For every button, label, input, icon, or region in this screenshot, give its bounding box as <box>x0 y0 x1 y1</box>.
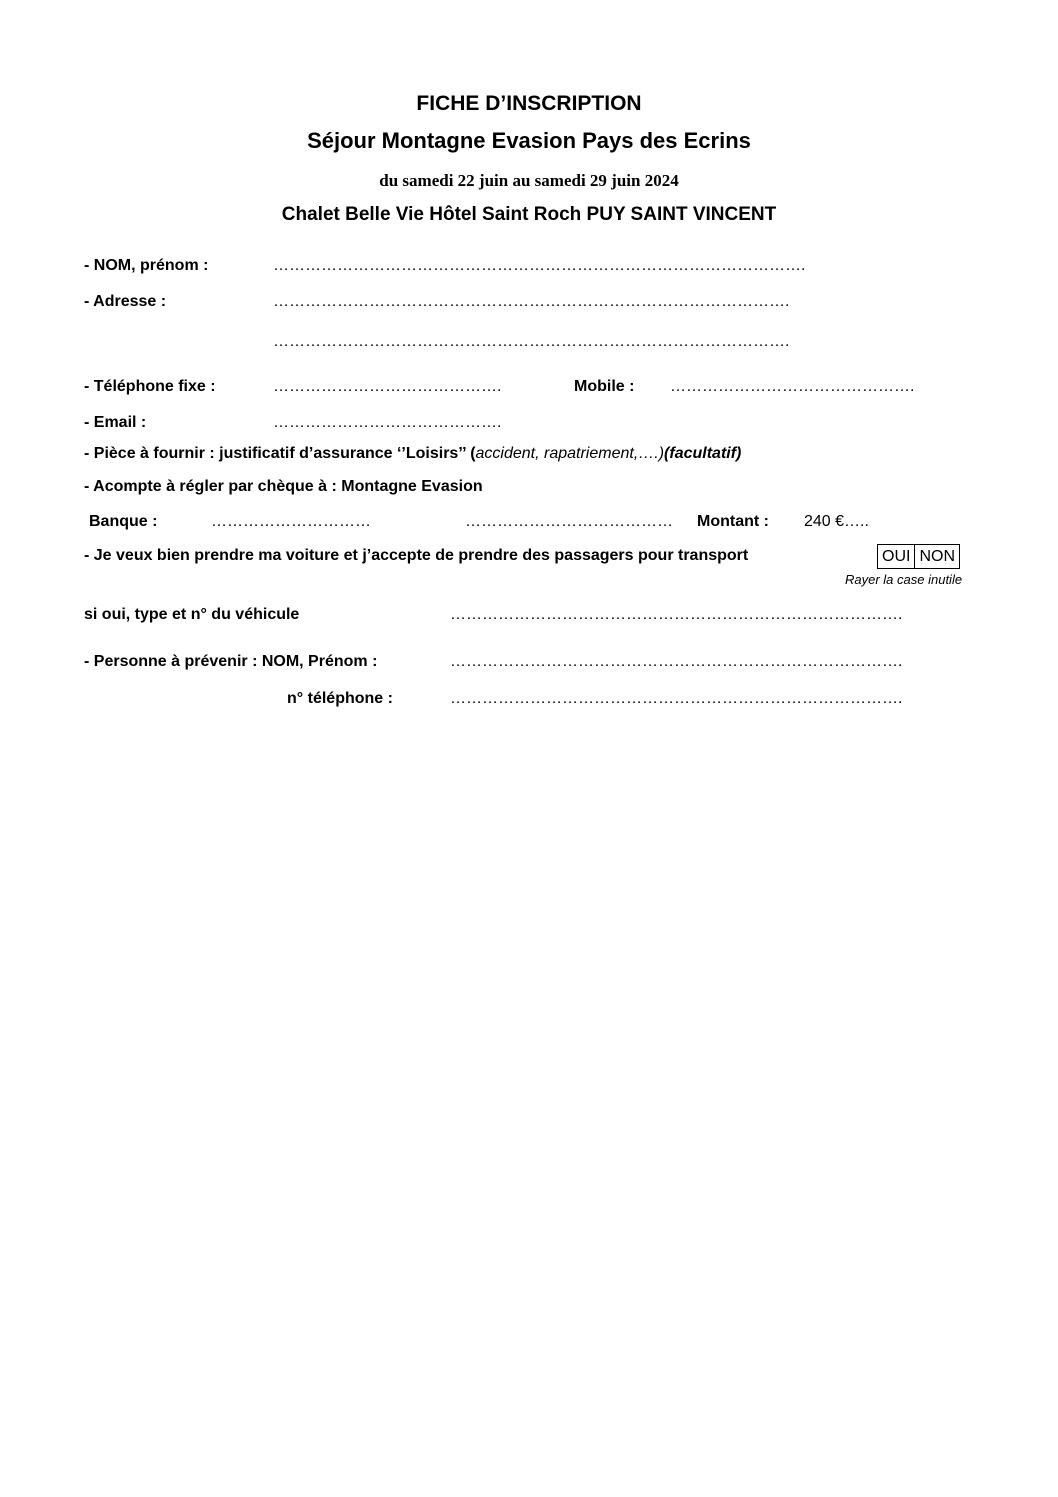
email-label: - Email : <box>84 414 147 431</box>
banque-field-1[interactable]: ………………………… <box>211 513 371 530</box>
rayer-note: Rayer la case inutile <box>845 572 963 587</box>
stay-location: Chalet Belle Vie Hôtel Saint Roch PUY SAINT VINCENT <box>281 204 777 225</box>
contact-tel-field[interactable]: …………………………………………………………………………. <box>450 690 903 707</box>
piece-details: accident, rapatriement,….) <box>475 445 665 462</box>
banque-label: Banque : <box>89 513 158 530</box>
adresse-field-2[interactable]: ……………………………………………………………………………………. <box>273 333 790 350</box>
piece-line <box>84 445 741 463</box>
adresse-label: - Adresse : <box>84 293 167 310</box>
contact-tel-label: n° téléphone : <box>287 690 393 707</box>
non-option[interactable]: NON <box>914 545 959 568</box>
piece-facultatif: (facultatif) <box>664 445 742 462</box>
montant-value: 240 €….. <box>804 513 869 530</box>
personne-field[interactable]: …………………………………………………………………………. <box>450 653 903 670</box>
tel-fixe-label: - Téléphone fixe : <box>84 378 216 395</box>
adresse-field-1[interactable]: ……………………………………………………………………………………. <box>273 293 790 310</box>
oui-non-box <box>877 544 960 569</box>
voiture-label: - Je veux bien prendre ma voiture et j’accepte de prendre des passagers pour transport <box>84 547 749 564</box>
mobile-field[interactable]: ………………………………………. <box>670 378 915 395</box>
form-title: FICHE D’INSCRIPTION <box>416 92 642 115</box>
montant-label: Montant : <box>697 513 769 530</box>
piece-label: - Pièce à fournir : justificatif d’assurance ‘’Loisirs’’ ( <box>84 445 476 462</box>
stay-dates: du samedi 22 juin au samedi 29 juin 2024 <box>379 171 679 190</box>
acompte-label: - Acompte à régler par chèque à : Montagne Evasion <box>84 478 483 495</box>
vehicule-label: si oui, type et n° du véhicule <box>84 606 300 623</box>
nom-field[interactable]: ………………………………………………………………………………………. <box>273 257 806 274</box>
mobile-label: Mobile : <box>574 378 635 395</box>
banque-field-2[interactable]: ………………………………… <box>465 513 673 530</box>
stay-title: Séjour Montagne Evasion Pays des Ecrins <box>307 128 751 153</box>
tel-fixe-field[interactable]: ……………………………………. <box>273 378 502 395</box>
oui-option[interactable]: OUI <box>882 548 911 565</box>
email-field[interactable]: ……………………………………. <box>273 414 502 431</box>
vehicule-field[interactable]: …………………………………………………………………………. <box>450 606 903 623</box>
nom-label: - NOM, prénom : <box>84 257 209 274</box>
personne-label: - Personne à prévenir : NOM, Prénom : <box>84 653 378 670</box>
